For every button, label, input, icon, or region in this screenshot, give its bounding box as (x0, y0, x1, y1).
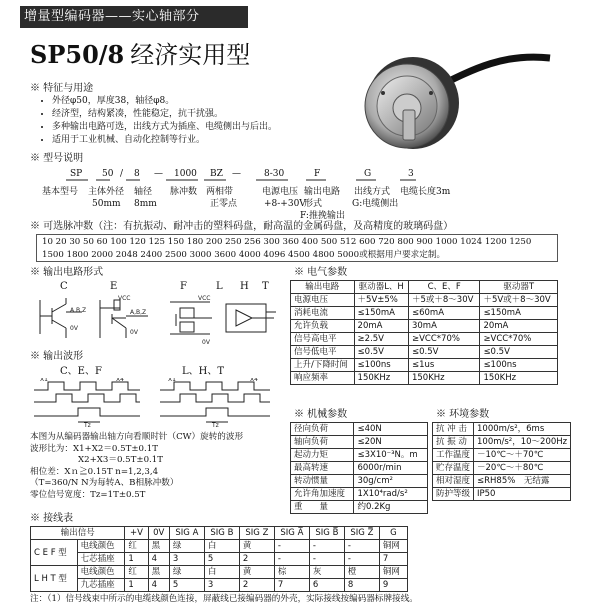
wiring-heading: ※ 接线表 (30, 513, 74, 524)
feature-item: • 适用于工业机械、自动化控制等行业。 (52, 134, 277, 147)
footnote: 注：（1）信号线束中所示的电缆线颜色连接，屏蔽线已接编码器的外壳，实际接线按编码器标牌接线。 (30, 594, 418, 604)
table-row (433, 449, 571, 462)
code-shaft: 8 (134, 169, 140, 179)
table-cell: 4 (148, 579, 169, 592)
code-voltage: 8-30 (264, 169, 285, 179)
svg-text:0V: 0V (70, 325, 78, 332)
table-cell: ≥VCC*70% (408, 333, 479, 346)
table-cell: ≤100ns (354, 359, 408, 372)
table-cell: 3 (169, 553, 204, 566)
table-cell: 转动惯量 (291, 475, 354, 488)
wiring-table (30, 526, 408, 592)
table-row (291, 333, 558, 346)
label-cable: 电缆长度3m (400, 187, 451, 197)
table-cell: IP50 (474, 488, 571, 501)
code-dash: — (154, 169, 163, 179)
model-code-underline (66, 178, 436, 182)
table-cell: 6000r/min (354, 462, 428, 475)
code-cable: 3 (408, 169, 414, 179)
table-header: 0V (148, 527, 169, 540)
model-number: SP50/8 (30, 40, 125, 69)
table-cell: 30g/cm² (354, 475, 428, 488)
table-cell: - (309, 540, 344, 553)
label-voltage-value: +8-+30V (264, 199, 306, 209)
table-row (291, 462, 428, 475)
table-cell: 电线颜色 (77, 540, 125, 553)
table-cell: 5 (169, 579, 204, 592)
table-cell: - (344, 540, 379, 553)
pulses-heading: ※ 可选脉冲数（注：有抗振动、耐冲击的塑料码盘，耐高温的金属码盘，及高精度的玻璃码盘） (30, 221, 454, 232)
pulse-line-1: 10 20 30 50 60 100 120 125 150 180 200 250 256 300 360 400 500 512 600 720 800 900 1000 1024 1200 1250 (42, 237, 532, 247)
table-row (433, 475, 571, 488)
svg-text:VCC: VCC (118, 295, 131, 302)
table-cell: 棕 (274, 566, 309, 579)
code-base: SP (70, 169, 83, 179)
svg-text:VCC: VCC (198, 295, 211, 302)
table-header: SIG B̅ (309, 527, 344, 540)
table-cell: - (344, 553, 379, 566)
label-voltage: 电源电压 (262, 187, 299, 197)
table-cell: ≤100ns (480, 359, 558, 372)
waveform-notes (30, 432, 243, 501)
table-row (31, 579, 408, 592)
table-cell: ＋5或＋8～30V (408, 294, 479, 307)
waveform-diagram (30, 378, 285, 428)
table-cell: 橙 (344, 566, 379, 579)
label-shaft-value: 8mm (134, 199, 157, 209)
waveform-group-1: C、E、F (60, 366, 102, 377)
label-dual: 两相带 (206, 187, 234, 197)
table-row (291, 281, 558, 294)
table-cell: －10℃～＋70℃ (474, 449, 571, 462)
table-cell: 3 (204, 579, 239, 592)
table-row (291, 488, 428, 501)
table-row (31, 553, 408, 566)
table-cell: 30mA (408, 320, 479, 333)
table-row (291, 475, 428, 488)
table-cell: 铜网 (379, 566, 407, 579)
table-header: C、E、F (408, 281, 479, 294)
table-header: SIG B (204, 527, 239, 540)
table-cell: 8 (344, 579, 379, 592)
table-header: +V (125, 527, 148, 540)
waveform-note: 相位差：Xｎ≧0.15T n=1,2,3,4 (30, 466, 159, 477)
table-cell: 黄 (239, 540, 274, 553)
circuit-schematics (30, 294, 285, 346)
svg-text:X4: X4 (250, 378, 258, 383)
label-output: 输出电路 (304, 187, 341, 197)
table-row (433, 423, 571, 436)
table-header: SIG Z (239, 527, 274, 540)
table-cell: ≤40N (354, 423, 428, 436)
table-cell: 灰 (309, 566, 344, 579)
waveform-group-2: L、H、T (182, 366, 225, 377)
table-cell: ≤150mA (354, 307, 408, 320)
table-cell: 约0.2Kg (354, 501, 428, 514)
table-cell: 白 (204, 540, 239, 553)
table-cell: ≥2.5V (354, 333, 408, 346)
table-header: 输出电路 (291, 281, 355, 294)
table-row (291, 359, 558, 372)
circuit-type-h: H (240, 281, 249, 292)
table-cell: ≤60mA (408, 307, 479, 320)
table-cell: 信号低电平 (291, 346, 355, 359)
environment-heading: ※ 环境参数 (436, 409, 490, 420)
table-row (291, 294, 558, 307)
table-row (433, 436, 571, 449)
waveform-note: X2+X3＝0.5T±0.1T (78, 455, 163, 465)
mechanical-heading: ※ 机械参数 (294, 409, 348, 420)
table-row (291, 449, 428, 462)
svg-text:X4: X4 (116, 378, 124, 383)
circuit-type-e: E (110, 281, 118, 292)
wiring-group-label: C E F 型 (31, 540, 78, 566)
table-header: 驱动器L、H (354, 281, 408, 294)
table-header: 驱动器T (480, 281, 558, 294)
table-row (291, 436, 428, 449)
table-cell: 铜网 (379, 540, 407, 553)
table-cell: 150KHz (480, 372, 558, 385)
table-cell: 7 (274, 579, 309, 592)
table-header: G (379, 527, 407, 540)
svg-text:A,B,Z: A,B,Z (130, 309, 147, 316)
features-heading: ※ 特征与用途 (30, 83, 94, 94)
waveform-note: （T=360/N N为每转A、B相脉冲数） (30, 478, 179, 488)
table-cell: 1 (125, 579, 148, 592)
circuit-diagrams (30, 280, 285, 346)
circuit-type-f: F (180, 281, 187, 292)
label-output-3: F:推挽输出 (300, 211, 345, 221)
svg-text:Tz: Tz (212, 422, 219, 428)
table-cell: 2 (239, 553, 274, 566)
svg-text:0V: 0V (202, 339, 210, 346)
electrical-heading: ※ 电气参数 (294, 267, 348, 278)
table-cell: 允许负载 (291, 320, 355, 333)
waveform-note: 波形比为：X1+X2＝0.5T±0.1T (30, 443, 158, 454)
table-row (291, 320, 558, 333)
table-cell: 6 (309, 579, 344, 592)
table-cell: 抗 冲 击 (433, 423, 474, 436)
table-row (291, 307, 558, 320)
table-cell: ≤20N (354, 436, 428, 449)
model-name: 经济实用型 (130, 41, 251, 69)
table-cell: 150KHz (408, 372, 479, 385)
table-cell: 电线颜色 (77, 566, 125, 579)
table-cell: - (274, 553, 309, 566)
table-row (291, 501, 428, 514)
svg-text:A B Z: A B Z (70, 307, 87, 314)
table-cell: 最高转速 (291, 462, 354, 475)
model-code-heading: ※ 型号说明 (30, 153, 84, 164)
electrical-table (290, 280, 558, 385)
table-cell: ≤0.5V (354, 346, 408, 359)
circuit-type-c: C (60, 281, 68, 292)
table-cell: - (274, 540, 309, 553)
section-banner: 增量型编码器——实心轴部分 (20, 6, 248, 28)
table-cell: 上升/下降时间 (291, 359, 355, 372)
table-cell: 径向负荷 (291, 423, 354, 436)
table-row (433, 488, 571, 501)
waveform-note: 本图为从编码器输出轴方向看顺时针（CW）旋转的波形 (30, 432, 244, 442)
circuit-type-t: T (262, 281, 269, 292)
table-cell: －20℃～＋80℃ (474, 462, 571, 475)
table-header: 输出信号 (31, 527, 125, 540)
table-header: SIG Z̅ (344, 527, 379, 540)
wiring-group-label: L H T 型 (31, 566, 78, 592)
table-cell: 抗 振 动 (433, 436, 474, 449)
table-row (291, 423, 428, 436)
table-cell: 150KHz (354, 372, 408, 385)
table-cell: 消耗电流 (291, 307, 355, 320)
table-cell: 防护等级 (433, 488, 474, 501)
table-cell: 7 (379, 553, 407, 566)
table-cell: ≤0.5V (480, 346, 558, 359)
code-phase: BZ (210, 169, 223, 179)
svg-text:X1: X1 (168, 378, 176, 383)
table-row (31, 566, 408, 579)
waveform-note: 零位信号宽度：Tz=1T±0.5T (30, 489, 146, 500)
table-row (291, 372, 558, 385)
table-cell: 1 (125, 553, 148, 566)
feature-item: • 多种输出电路可选，出线方式为插座、电缆侧出与后出。 (52, 121, 277, 134)
table-cell: 黑 (148, 540, 169, 553)
svg-text:0V: 0V (130, 329, 138, 336)
feature-item: • 外径φ50，厚度38，轴径φ8。 (52, 95, 277, 108)
table-cell: 七芯插座 (77, 553, 125, 566)
table-cell: 贮存温度 (433, 462, 474, 475)
table-cell: 九芯插座 (77, 579, 125, 592)
table-row (31, 527, 408, 540)
label-pulse: 脉冲数 (170, 187, 198, 197)
table-cell: 重 量 (291, 501, 354, 514)
circuit-type-l: L (216, 281, 223, 292)
table-cell: 红 (125, 540, 148, 553)
table-cell: 绿 (169, 566, 204, 579)
pulse-line-2: 1500 1800 2000 2048 2400 2500 3000 3600 4000 4096 4500 4800 5000或根据用户要求定制。 (42, 250, 446, 260)
table-cell: 1X10⁴rad/s² (354, 488, 428, 501)
table-row (433, 462, 571, 475)
environment-table (432, 422, 571, 501)
table-cell: 白 (204, 566, 239, 579)
table-cell: ≤150mA (480, 307, 558, 320)
svg-text:Tz: Tz (84, 422, 91, 428)
label-dual-2: 正零点 (210, 199, 238, 209)
mechanical-table (290, 422, 428, 514)
table-header: SIG A̅ (274, 527, 309, 540)
table-cell: 红 (125, 566, 148, 579)
encoder-product-image (355, 48, 555, 158)
table-cell: 20mA (354, 320, 408, 333)
table-cell: 响应频率 (291, 372, 355, 385)
table-cell: ≤RH85% 无结露 (474, 475, 571, 488)
table-cell: ≥VCC*70% (480, 333, 558, 346)
features-list (30, 95, 277, 147)
table-cell: 4 (148, 553, 169, 566)
table-cell: 20mA (480, 320, 558, 333)
table-cell: 电源电压 (291, 294, 355, 307)
code-exit: G (364, 169, 372, 179)
table-cell: ＋5V或＋8～30V (480, 294, 558, 307)
code-dash: — (232, 169, 241, 179)
table-cell: ≤3X10⁻³N。m (354, 449, 428, 462)
table-cell: 信号高电平 (291, 333, 355, 346)
code-output: F (314, 169, 321, 179)
table-cell: 起动力矩 (291, 449, 354, 462)
table-cell: 5 (204, 553, 239, 566)
table-cell: 相对湿度 (433, 475, 474, 488)
table-cell: 轴向负荷 (291, 436, 354, 449)
label-outer: 主体外径 (88, 187, 125, 197)
label-outer-value: 50mm (92, 199, 121, 209)
table-cell: ≤1us (408, 359, 479, 372)
table-cell: 绿 (169, 540, 204, 553)
table-row (291, 346, 558, 359)
page-title (30, 40, 250, 70)
table-row (31, 540, 408, 553)
code-slash: / (120, 169, 124, 179)
table-header: SIG A (169, 527, 204, 540)
feature-item: • 经济型，结构紧凑，性能稳定，抗干扰强。 (52, 108, 277, 121)
label-shaft: 轴径 (134, 187, 153, 197)
table-cell: 工作温度 (433, 449, 474, 462)
table-cell: 允许角加速度 (291, 488, 354, 501)
circuit-heading: ※ 输出电路形式 (30, 267, 104, 278)
pulse-list (36, 234, 558, 262)
table-cell: 1000m/s²，6ms (474, 423, 571, 436)
waveform-heading: ※ 输出波形 (30, 351, 84, 362)
label-basic: 基本型号 (42, 187, 79, 197)
table-cell: 黑 (148, 566, 169, 579)
label-exit: 出线方式 (354, 187, 391, 197)
code-outer: 50 (102, 169, 114, 179)
label-output-2: 形式 (304, 199, 323, 209)
table-cell: 黄 (239, 566, 274, 579)
table-cell: 2 (239, 579, 274, 592)
table-cell: - (309, 553, 344, 566)
table-cell: 100m/s²，10～200Hz (474, 436, 571, 449)
svg-text:X1: X1 (40, 378, 48, 383)
code-pulse: 1000 (174, 169, 197, 179)
table-cell: ＋5V±5% (354, 294, 408, 307)
table-cell: ≤0.5V (408, 346, 479, 359)
label-exit-value: G:电缆侧出 (352, 199, 399, 209)
table-cell: 9 (379, 579, 407, 592)
